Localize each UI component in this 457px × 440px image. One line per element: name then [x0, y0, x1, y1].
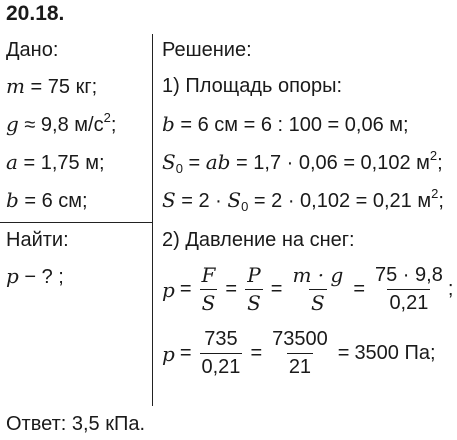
formula-lhs: p [162, 277, 175, 302]
find-pressure: p − ? ; [6, 264, 64, 288]
step1-area-s0: $S_0$ = ab = 1,7 · 0,06 = 0,102 $м^2$; [162, 148, 443, 176]
fraction-p-over-s: $\frac{P}{S}$ [247, 263, 261, 315]
given-heading: Дано: [6, 39, 59, 61]
problem-number: 20.18. [6, 2, 65, 25]
find-heading: Найти: [6, 229, 69, 251]
given-width-b: b = 6 см; [6, 188, 88, 212]
fraction-73500: $\frac{73500}{21}$ [272, 328, 328, 378]
result-lhs: p [162, 341, 175, 366]
answer: Ответ: 3,5 кПа. [6, 413, 146, 435]
pressure-result: p = $\frac{735}{0,21}$ = $\frac{73500}{21}$ = 3500 Па; [162, 328, 436, 378]
fraction-mg-over-s: $\frac{m \cdot g}{S}$ [292, 263, 344, 315]
given-mass: m = 75 кг; [6, 74, 98, 98]
result-value: 3500 Па; [354, 342, 436, 364]
given-gravity: g ≈ 9,8 $м/с^2$; [6, 110, 117, 136]
pressure-formula: p = $\frac{F}{S}$ = $\frac{P}{S}$ = $\frac{m \cdot g}{S}$ = $\frac{75 \cdot 9,8}{0,21}$ ; [162, 263, 454, 315]
step1-area-s: $S = 2 \cdot S_0 = 2 \cdot 0,102 = 0,21$ $м^2$; [162, 186, 444, 214]
solution-heading: Решение: [162, 39, 252, 61]
given-length-a: a = 1,75 м; [6, 150, 105, 174]
step1-heading: 1) Площадь опоры: [162, 75, 343, 97]
horizontal-divider [0, 222, 152, 223]
fraction-735: $\frac{735}{0,21}$ [201, 328, 241, 378]
step2-heading: 2) Давление на снег: [162, 229, 355, 251]
vertical-divider [152, 34, 153, 406]
fraction-f-over-s: $\frac{F}{S}$ [201, 263, 216, 315]
step1-convert-b: b = 6 см = 6 : 100 = 0,06 м; [162, 112, 409, 136]
fraction-numeric: $\frac{75 \cdot 9,8}{0,21}$ [375, 264, 443, 314]
